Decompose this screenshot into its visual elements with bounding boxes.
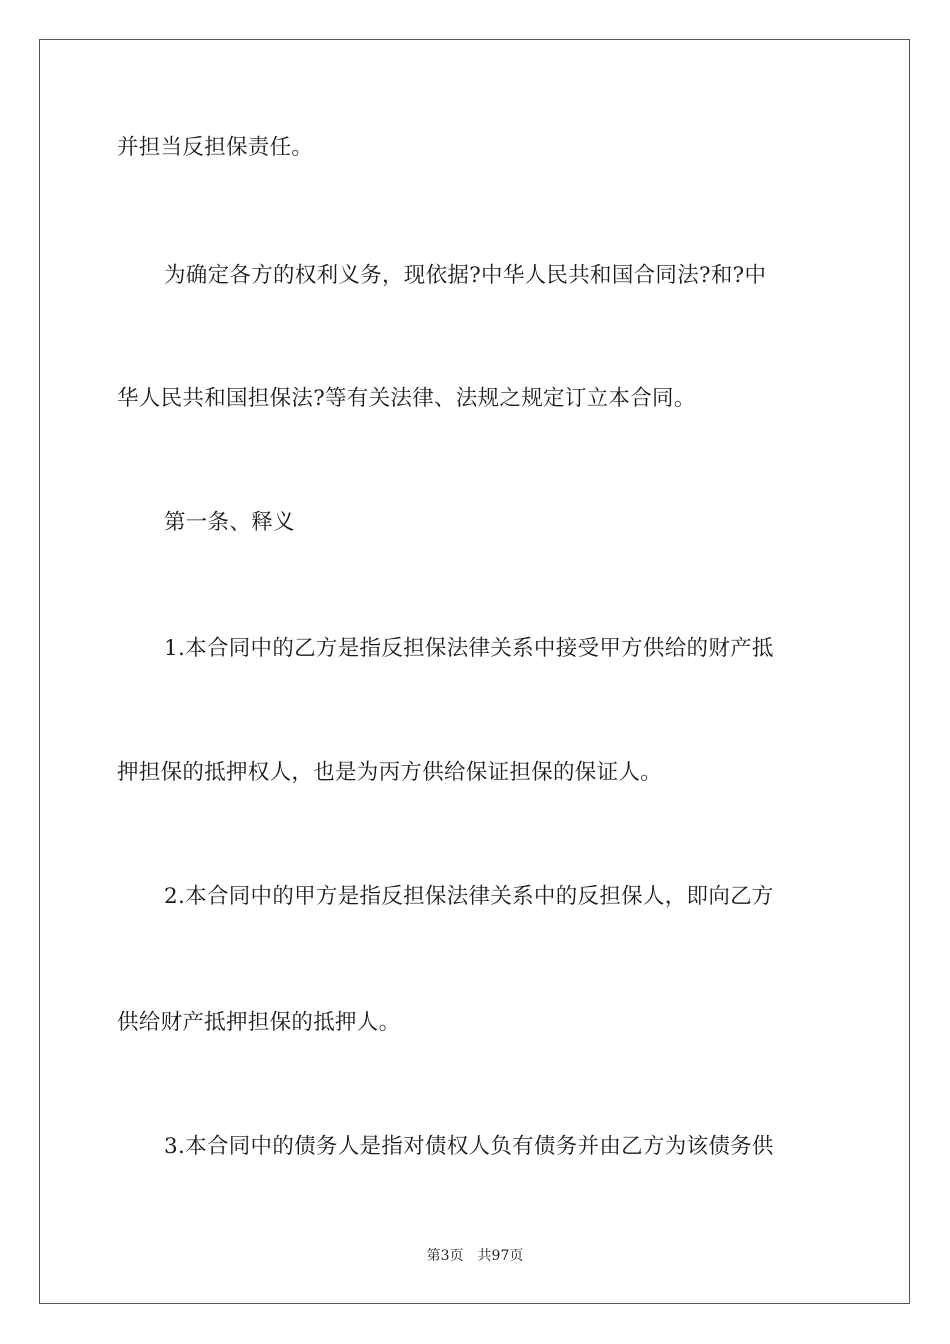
body-text-line: 并担当反担保责任。 <box>117 135 314 160</box>
body-text-line: 为确定各方的权利义务，现依据?中华人民共和国合同法?和?中 <box>164 263 767 288</box>
total-pages: 共97页 <box>477 1248 524 1264</box>
page-number: 第3页 <box>426 1248 464 1264</box>
body-text-line: 1.本合同中的乙方是指反担保法律关系中接受甲方供给的财产抵 <box>164 636 774 661</box>
section-heading: 第一条、释义 <box>164 510 295 535</box>
body-text-line: 押担保的抵押权人，也是为丙方供给保证担保的保证人。 <box>117 760 663 785</box>
body-text-line: 华人民共和国担保法?等有关法律、法规之规定订立本合同。 <box>117 386 696 411</box>
body-text-line: 2.本合同中的甲方是指反担保法律关系中的反担保人，即向乙方 <box>164 884 774 909</box>
body-text-line: 3.本合同中的债务人是指对债权人负有债务并由乙方为该债务供 <box>164 1134 774 1159</box>
page-footer <box>0 1246 950 1266</box>
body-text-line: 供给财产抵押担保的抵押人。 <box>117 1010 401 1035</box>
page-frame <box>39 39 910 1304</box>
